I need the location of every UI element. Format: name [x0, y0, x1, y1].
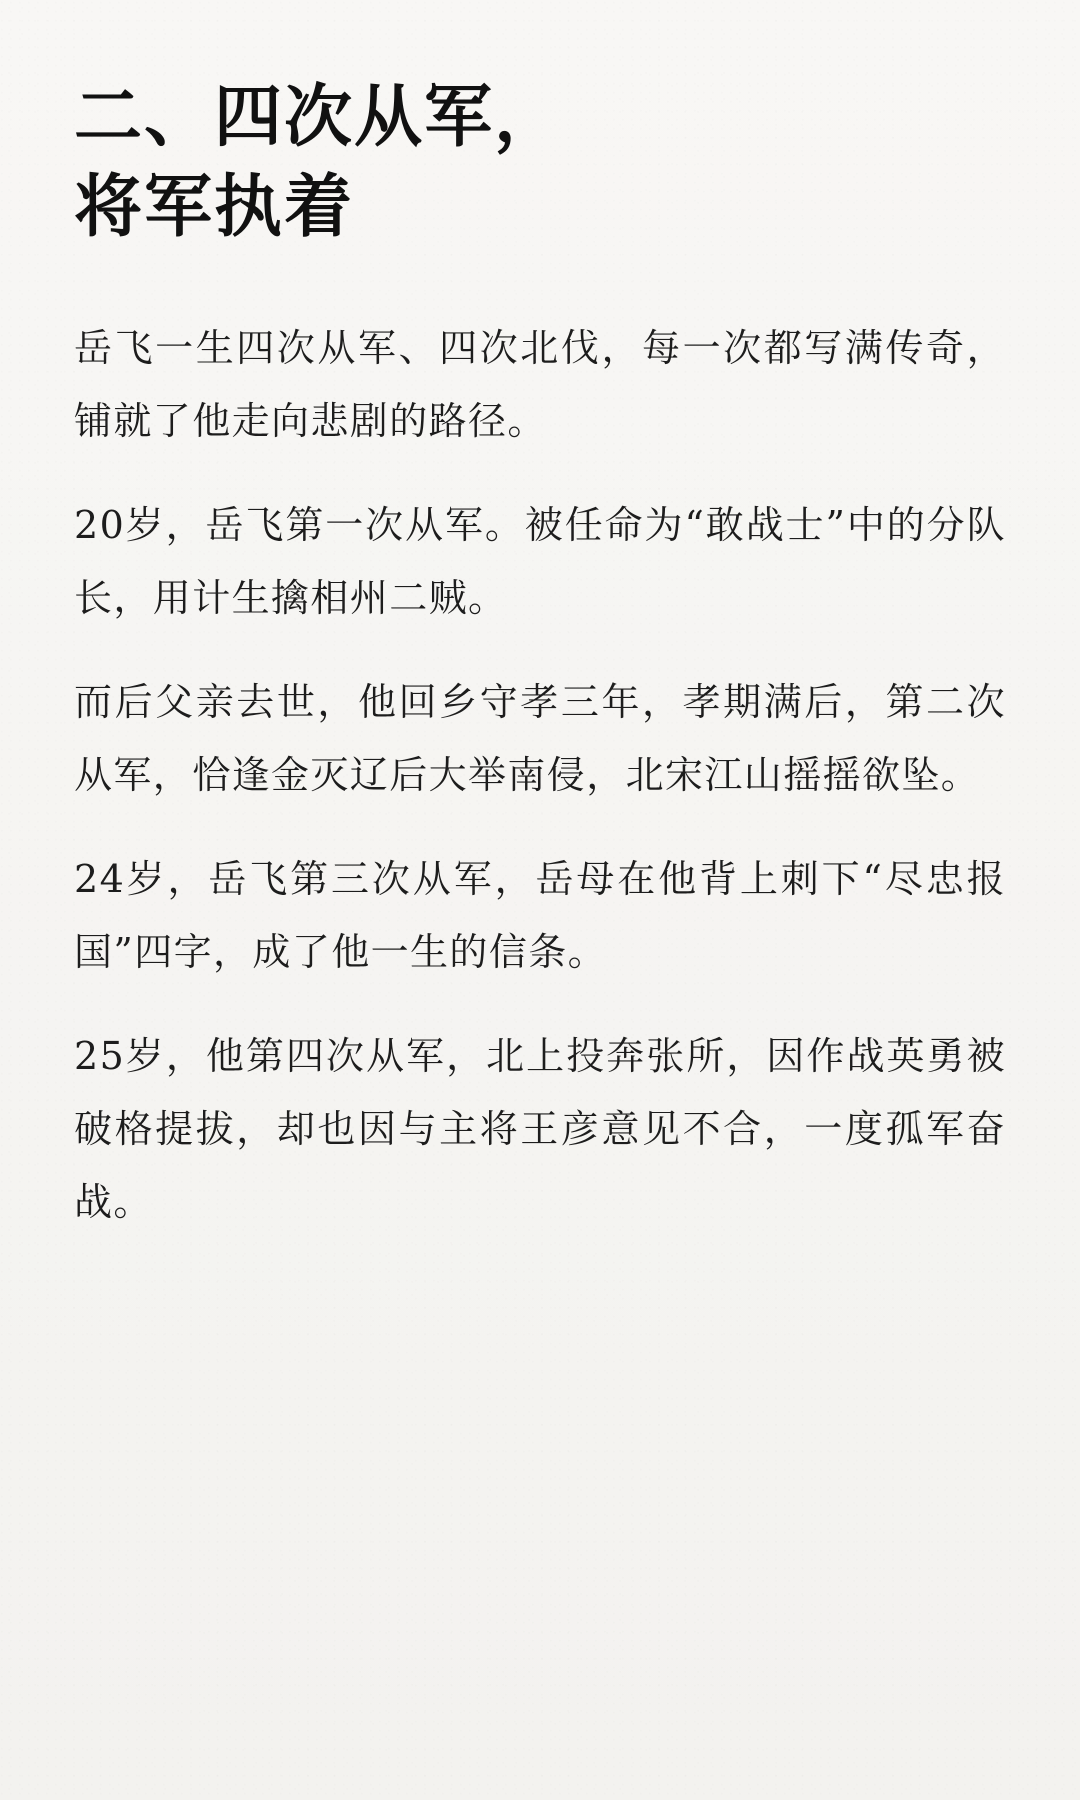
paragraph-3: 而后父亲去世，他回乡守孝三年，孝期满后，第二次从军，恰逢金灭辽后大举南侵，北宋江山摇摇欲坠。: [74, 680, 1006, 797]
article-title: [74, 72, 1006, 252]
article-body: [74, 312, 1006, 1239]
title-line-2: 将军执着: [74, 167, 355, 247]
paragraph-5: 25岁，他第四次从军，北上投奔张所，因作战英勇被破格提拔，却也因与主将王彦意见不合，一度孤军奋战。: [74, 1034, 1006, 1224]
paragraph-1: 岳飞一生四次从军、四次北伐，每一次都写满传奇，铺就了他走向悲剧的路径。: [74, 326, 1006, 443]
title-line-1: 二、四次从军，: [74, 77, 565, 157]
paragraph-2: 20岁，岳飞第一次从军。被任命为“敢战士”中的分队长，用计生擒相州二贼。: [74, 503, 1006, 620]
paragraph-4: 24岁，岳飞第三次从军，岳母在他背上刺下“尽忠报国”四字，成了他一生的信条。: [74, 857, 1006, 974]
